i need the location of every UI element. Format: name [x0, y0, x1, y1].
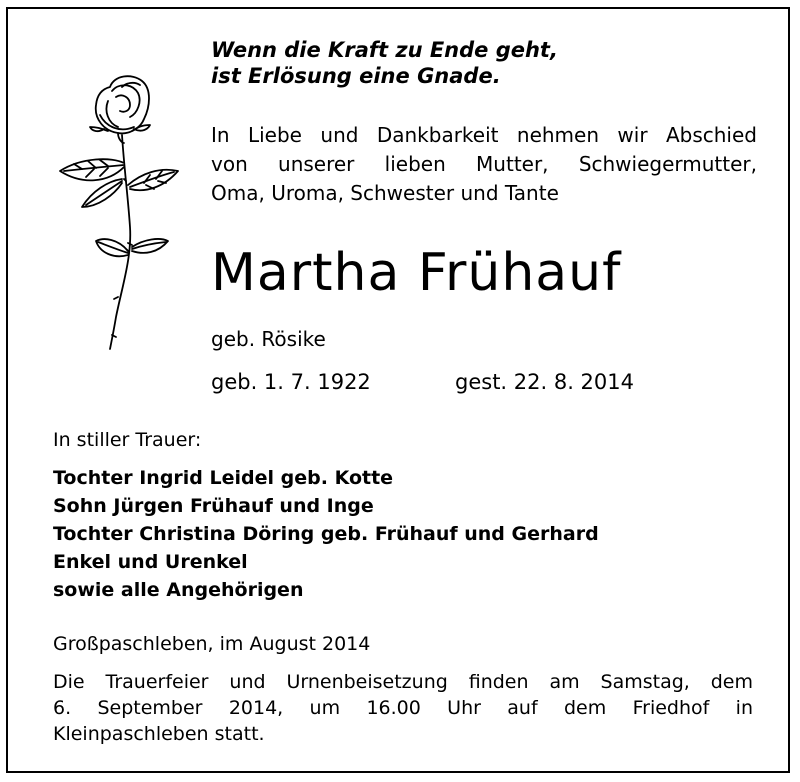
- intro-line: von unserer lieben Mutter, Schwiegermutter,: [211, 152, 757, 176]
- family-member: Sohn Jürgen Frühauf und Inge: [53, 495, 374, 517]
- mourning-heading: In stiller Trauer:: [53, 429, 202, 451]
- obituary-notice: [6, 7, 790, 773]
- death-date: gest. 22. 8. 2014: [455, 370, 635, 394]
- motto-line: ist Erlösung eine Gnade.: [211, 64, 501, 88]
- deceased-name: Martha Frühauf: [211, 243, 622, 303]
- family-member: sowie alle Angehörigen: [53, 579, 304, 601]
- family-member: Tochter Ingrid Leidel geb. Kotte: [53, 467, 394, 489]
- place-date: Großpaschleben, im August 2014: [53, 633, 371, 655]
- family-member: Enkel und Urenkel: [53, 551, 248, 573]
- intro-text: [211, 121, 757, 208]
- birth-date: geb. 1. 7. 1922: [211, 370, 371, 394]
- motto: [211, 37, 558, 89]
- funeral-line: 6. September 2014, um 16.00 Uhr auf dem Friedhof in: [53, 697, 753, 719]
- intro-line: In Liebe und Dankbarkeit nehmen wir Abschied: [211, 123, 757, 147]
- family-member: Tochter Christina Döring geb. Frühauf und Gerhard: [53, 523, 599, 545]
- funeral-info: [53, 669, 753, 747]
- funeral-line: Kleinpaschleben statt.: [53, 723, 265, 745]
- family-list: [53, 464, 599, 604]
- intro-line: Oma, Uroma, Schwester und Tante: [211, 181, 559, 205]
- maiden-name: geb. Rösike: [211, 327, 326, 351]
- motto-line: Wenn die Kraft zu Ende geht,: [211, 38, 558, 62]
- funeral-line: Die Trauerfeier und Urnenbeisetzung finden am Samstag, dem: [53, 671, 753, 693]
- rose-icon: [52, 67, 182, 357]
